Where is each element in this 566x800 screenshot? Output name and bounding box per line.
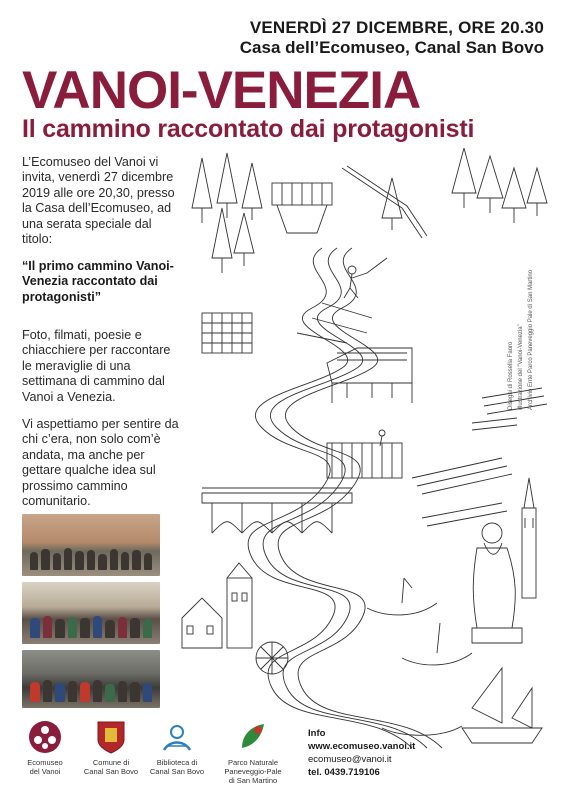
info-phone[interactable]: tel. 0439.719106 (308, 767, 380, 778)
group-photo-1 (22, 514, 160, 576)
parco-logo-icon (236, 720, 270, 754)
event-venue: Casa dell’Ecomuseo, Canal San Bovo (239, 38, 544, 57)
saint-statue-icon (472, 523, 522, 643)
logo-label-line1: Ecomuseo (27, 758, 63, 767)
main-title: VANOI-VENEZIA (22, 61, 421, 120)
gondola-icon (367, 578, 472, 665)
intro-paragraph: L’Ecomuseo del Vanoi vi invita, venerdì 27 dicembre 2019 alle ore 20,30, presso la Casa dell’Ecomuseo, ad una serata speciale dal titolo: (22, 155, 175, 247)
pine-trees-icon (192, 148, 547, 273)
town-buildings-icon (182, 563, 252, 648)
biblioteca-logo-icon (160, 720, 194, 754)
bell-tower-icon (522, 478, 536, 598)
credit-line-2: Illustrazione del “Vanoi-Venezia” (518, 324, 524, 410)
description-paragraph: Foto, filmati, poesie e chiacchiere per raccontare le meraviglie di una settimana di cammino dal Vanoi a Venezia. (22, 328, 171, 404)
logo-parco-naturale[interactable] (208, 720, 298, 785)
comune-crest-icon (96, 720, 126, 754)
timber-raft-icon (327, 430, 402, 478)
info-box (308, 727, 415, 779)
logo-label-line1: Comune di (92, 758, 130, 767)
invitation-paragraph: Vi aspettiamo per sentire da chi c’era, non solo com’è andata, ma anche per gettare qualche idea sul prossimo cammino comunitario. (22, 417, 179, 509)
group-photo-2 (22, 582, 160, 644)
ecomuseo-logo-icon (28, 720, 62, 754)
water-mill-icon (202, 313, 252, 353)
logo-label-line1: Parco Naturale (227, 758, 279, 767)
info-email-link[interactable]: ecomuseo@vanoi.it (308, 754, 392, 765)
event-date: VENERDÌ 27 DICEMBRE, ORE 20.30 (249, 18, 544, 37)
journey-illustration (172, 148, 557, 788)
log-dam-icon (272, 183, 332, 233)
illustration-credits (500, 260, 560, 410)
credit-line-1: Disegni di Rossella Faoro (508, 341, 514, 410)
group-photo-3 (22, 650, 160, 708)
info-title: Info (308, 728, 326, 739)
logo-label-line2: Paneveggio-Pale (224, 767, 282, 776)
credit-line-3: Archivio Ente Parco Paneveggio Pale di San Martino (528, 269, 534, 410)
subtitle: Il cammino raccontato dai protagonisti (22, 115, 475, 143)
logo-label-line2: del Vanoi (29, 767, 61, 776)
logo-label-line2: Canal San Bovo (83, 767, 139, 776)
logo-label-line2: Canal San Bovo (149, 767, 205, 776)
event-title-quote: “Il primo cammino Vanoi-Venezia raccontato dai protagonisti” (22, 259, 174, 304)
logo-label-line1: Biblioteca di (156, 758, 198, 767)
sawmill-house-icon (327, 348, 412, 403)
logo-label-line3: di San Martino (228, 776, 278, 785)
info-website-link[interactable]: www.ecomuseo.vanoi.it (308, 741, 416, 752)
